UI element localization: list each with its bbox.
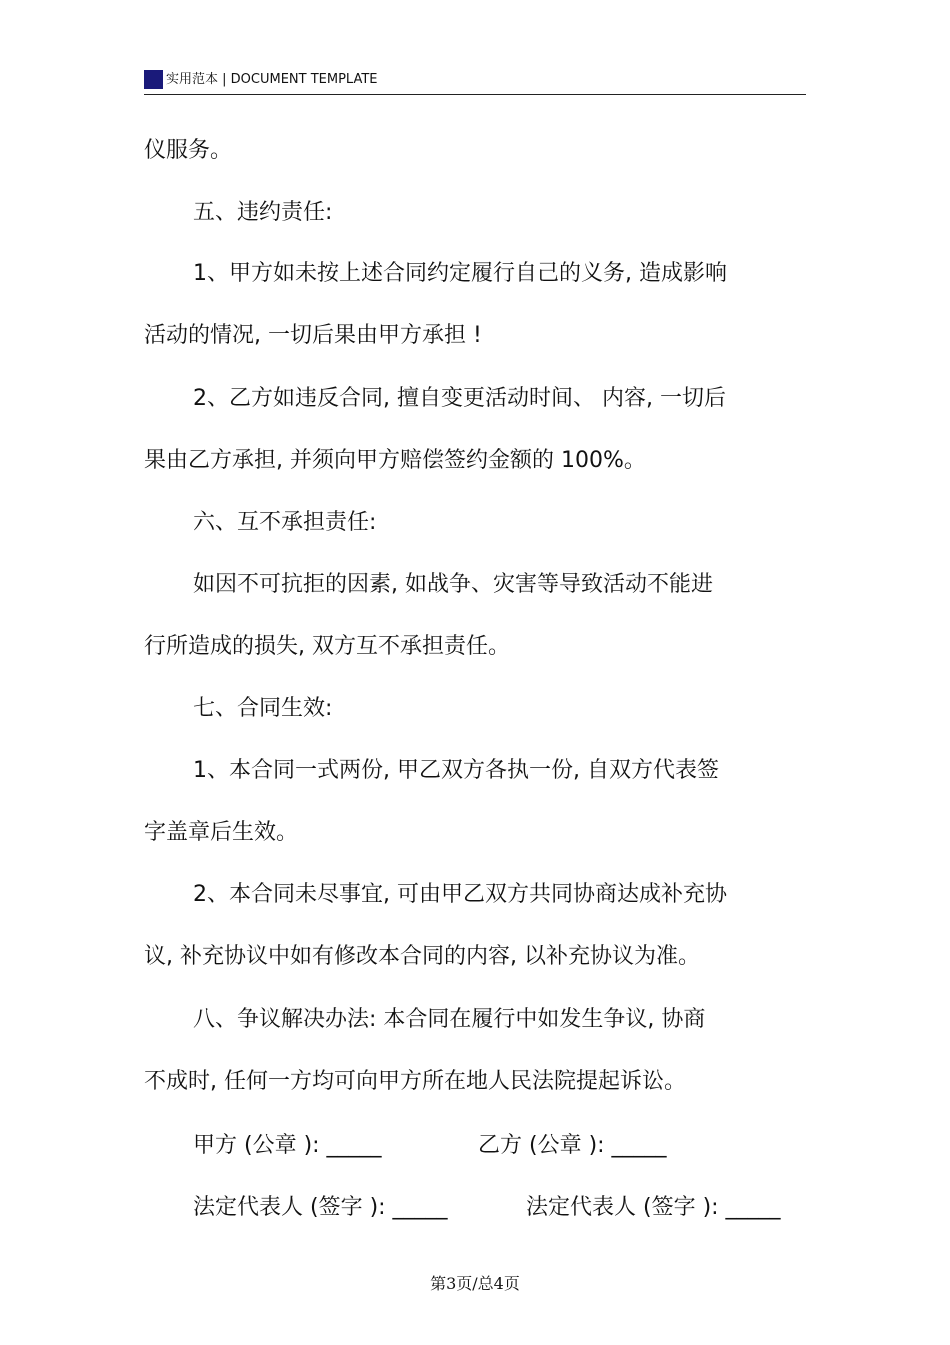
page-number: 第3页/总4页 bbox=[430, 1274, 520, 1293]
document-header bbox=[144, 68, 806, 95]
body-line: 2、本合同未尽事宜, 可由甲乙双方共同协商达成补充协 bbox=[193, 882, 727, 907]
body-line: 如因不可抗拒的因素, 如战争、灾害等导致活动不能进 bbox=[193, 572, 713, 597]
signature-rep-b: 法定代表人 (签字 ): _____ bbox=[526, 1195, 781, 1220]
body-line: 字盖章后生效。 bbox=[144, 820, 299, 845]
body-line: 仪服务。 bbox=[144, 138, 233, 163]
body-line: 活动的情况, 一切后果由甲方承担 ! bbox=[144, 323, 482, 348]
section-heading-effectiveness: 七、合同生效: bbox=[193, 696, 333, 721]
section-heading-force-majeure: 六、互不承担责任: bbox=[193, 510, 377, 535]
body-line: 2、乙方如违反合同, 擅自变更活动时间、 内容, 一切后 bbox=[193, 386, 726, 411]
body-line: 果由乙方承担, 并须向甲方赔偿签约金额的 100%。 bbox=[144, 448, 646, 473]
section-heading-breach: 五、违约责任: bbox=[193, 200, 333, 225]
body-line: 1、本合同一式两份, 甲乙双方各执一份, 自双方代表签 bbox=[193, 758, 719, 783]
template-logo-icon bbox=[144, 70, 163, 89]
body-line: 议, 补充协议中如有修改本合同的内容, 以补充协议为准。 bbox=[144, 944, 700, 969]
header-label: 实用范本 | DOCUMENT TEMPLATE bbox=[166, 72, 378, 87]
signature-party-b: 乙方 (公章 ): _____ bbox=[478, 1133, 667, 1158]
body-line: 行所造成的损失, 双方互不承担责任。 bbox=[144, 634, 510, 659]
body-line: 不成时, 任何一方均可向甲方所在地人民法院提起诉讼。 bbox=[144, 1069, 686, 1094]
body-line: 1、甲方如未按上述合同约定履行自己的义务, 造成影响 bbox=[193, 261, 727, 286]
signature-party-a: 甲方 (公章 ): _____ bbox=[193, 1133, 382, 1158]
section-heading-dispute: 八、争议解决办法: 本合同在履行中如发生争议, 协商 bbox=[193, 1007, 706, 1032]
signature-rep-a: 法定代表人 (签字 ): _____ bbox=[193, 1195, 448, 1220]
